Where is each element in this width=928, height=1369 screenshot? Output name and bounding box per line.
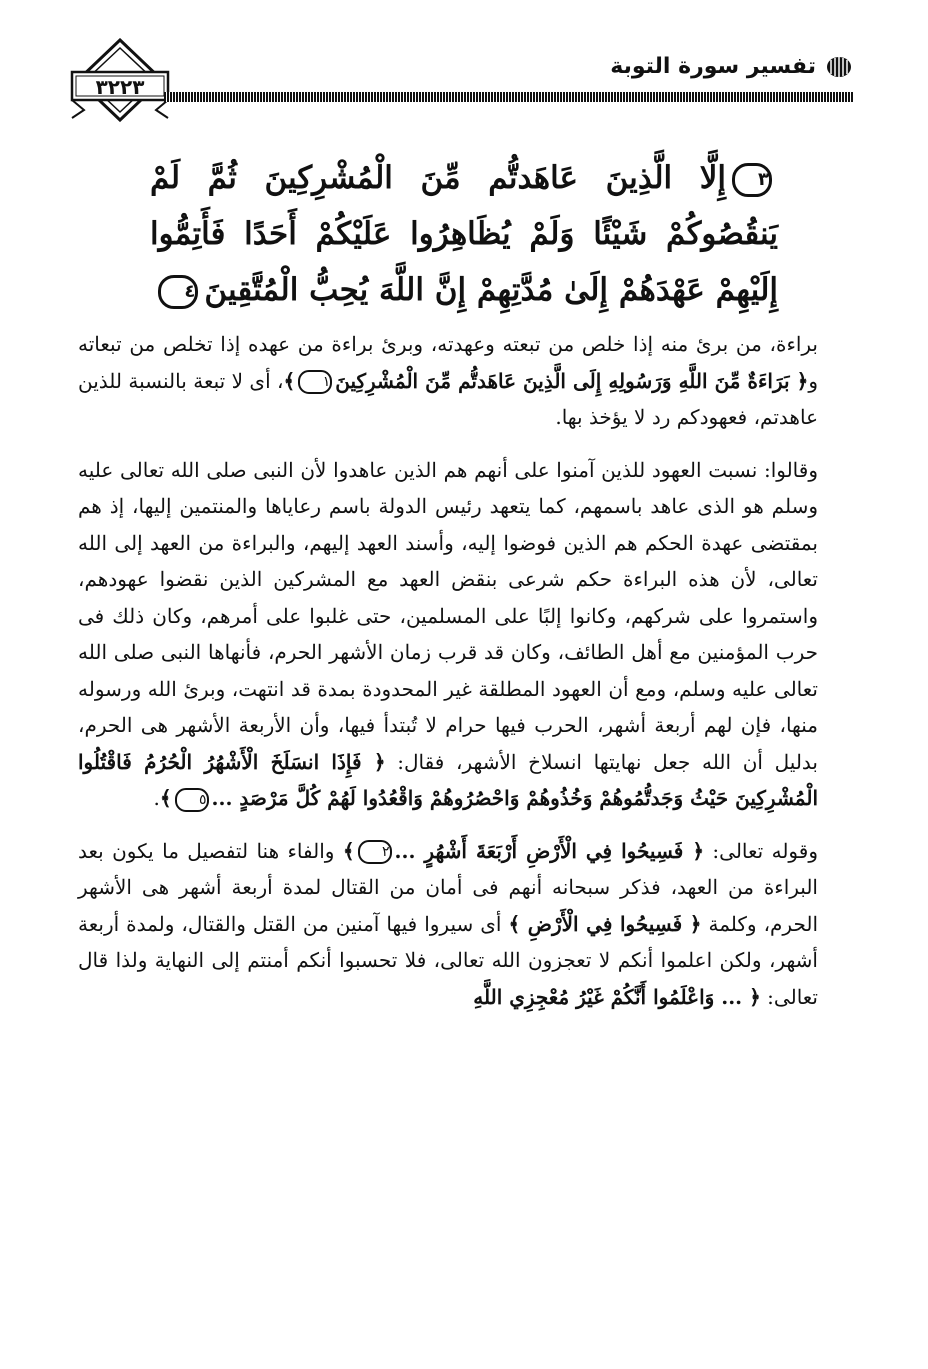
paragraph-text: براءة، من برئ منه إذا خلص من تبعته وعهدته، وبرئ براءة من عهده إذا تخلص من تبعاته و [78, 332, 818, 393]
verse-reference: ١ [298, 370, 332, 394]
header-divider [164, 92, 854, 102]
commentary-body [78, 326, 818, 1015]
verse-reference: ٢ [358, 840, 392, 864]
page-number-badge [70, 38, 170, 126]
paragraph-2 [78, 452, 818, 817]
verse-number-marker: ٣ [732, 163, 772, 197]
verse-reference: ٥ [175, 788, 209, 812]
quran-verse-block [150, 150, 778, 318]
quran-quote: ﴿ فَإِذَا انسَلَخَ الْأَشْهُرُ الْحُرُمُ فَاقْتُلُوا الْمُشْرِكِينَ حَيْثُ وَجَدتُّمُوهُمْ وَخُذُوهُمْ وَاحْصُرُوهُمْ وَاقْعُدُوا لَهُمْ كُلَّ مَرْصَدٍ ... [78, 749, 818, 810]
paragraph-text: أى سيروا فيها آمنين من القتل والقتال، ولمدة أربعة أشهر، ولكن اعلموا أنكم لا تعجزون الله تعالى، فلا تحسبوا أنكم أمنتم إلى النهاية ولذا قال تعالى: [78, 911, 818, 1009]
quran-verse-text: إِلَّا الَّذِينَ عَاهَدتُّم مِّنَ الْمُشْرِكِينَ ثُمَّ لَمْ يَنقُصُوكُمْ شَيْئًا وَلَمْ يُظَاهِرُوا عَلَيْكُمْ أَحَدًا فَأَتِمُّوا إِلَيْهِمْ عَهْدَهُمْ إِلَىٰ مُدَّتِهِمْ إِنَّ اللَّهَ يُحِبُّ الْمُتَّقِينَ [150, 160, 778, 308]
quran-quote: ﴿ فَسِيحُوا فِي الْأَرْضِ أَرْبَعَةَ أَشْهُرٍ ... [394, 838, 705, 863]
quran-quote: ﴿ ... وَاعْلَمُوا أَنَّكُمْ غَيْرُ مُعْجِزِي اللَّهِ [473, 984, 761, 1009]
quran-quote-close: ﴾ [283, 368, 296, 393]
flower-ornament-icon [826, 56, 852, 78]
quran-quote: ﴿ بَرَاءَةٌ مِّنَ اللَّهِ وَرَسُولِهِ إِلَى الَّذِينَ عَاهَدتُّم مِّنَ الْمُشْرِكِينَ [335, 368, 809, 393]
quran-quote-close: ﴾ [342, 838, 355, 863]
paragraph-text: ، أى لا تبعة بالنسبة للذين عاهدتم، فعهودكم رد لا يؤخذ بها. [78, 368, 818, 429]
page-number: ٣٢٢٣ [95, 75, 145, 99]
paragraph-text: والفاء هنا لتفصيل ما يكون بعد البراءة من العهد، فذكر سبحانه أنهم فى أمان من القتال لمدة أربعة أشهر هى الأشهر الحرم، وكلمة [78, 838, 818, 936]
page-header [60, 38, 860, 138]
paragraph-text: . [153, 786, 160, 810]
paragraph-text: وقالوا: نسبت العهود للذين آمنوا على أنهم هم الذين عاهدوا لأن النبى صلى الله تعالى عليه وسلم هو الذى عاهد باسمهم، كما يتعهد رئيس الدولة باسم رعاياها والمنتمين إليها، إذ هم بمقتضى عهدة الحكم هم الذين فوضوا إليه، وأسند العهد إليهم، والبراءة من العهد إلى الله تعالى، لأن هذه البراءة حكم شرعى بنقض العهد مع المشركين الذين نقضوا عهودهم، واستمروا على شركهم، وكانوا إلبًا على المسلمين، حتى غلبوا على أمرهم، وكان ذلك فى حرب المؤمنين مع أهل الطائف، وكان قد قرب زمان الأشهر الحرم، فأنهاها النبى صلى الله تعالى عليه وسلم، ومع أن العهود المطلقة غير المحدودة بمدة قد انتهت، وبرئ الله ورسوله منها، فإن لهم أربعة أشهر، الحرب فيها حرام لا تُبتدأ فيها، وأن الأربعة الأشهر هى الحرم، بدليل أن الله جعل نهايتها انسلاخ الأشهر، فقال: [78, 457, 818, 774]
paragraph-text: وقوله تعالى: [704, 838, 818, 863]
quran-quote-close: ﴾ [159, 786, 172, 810]
paragraph-1 [78, 326, 818, 436]
verse-end-marker: ٤ [158, 275, 198, 309]
page-title: تفسير سورة التوبة [610, 54, 816, 79]
paragraph-3 [78, 833, 818, 1016]
quran-quote: ﴿ فَسِيحُوا فِي الْأَرْضِ ﴾ [508, 911, 702, 936]
